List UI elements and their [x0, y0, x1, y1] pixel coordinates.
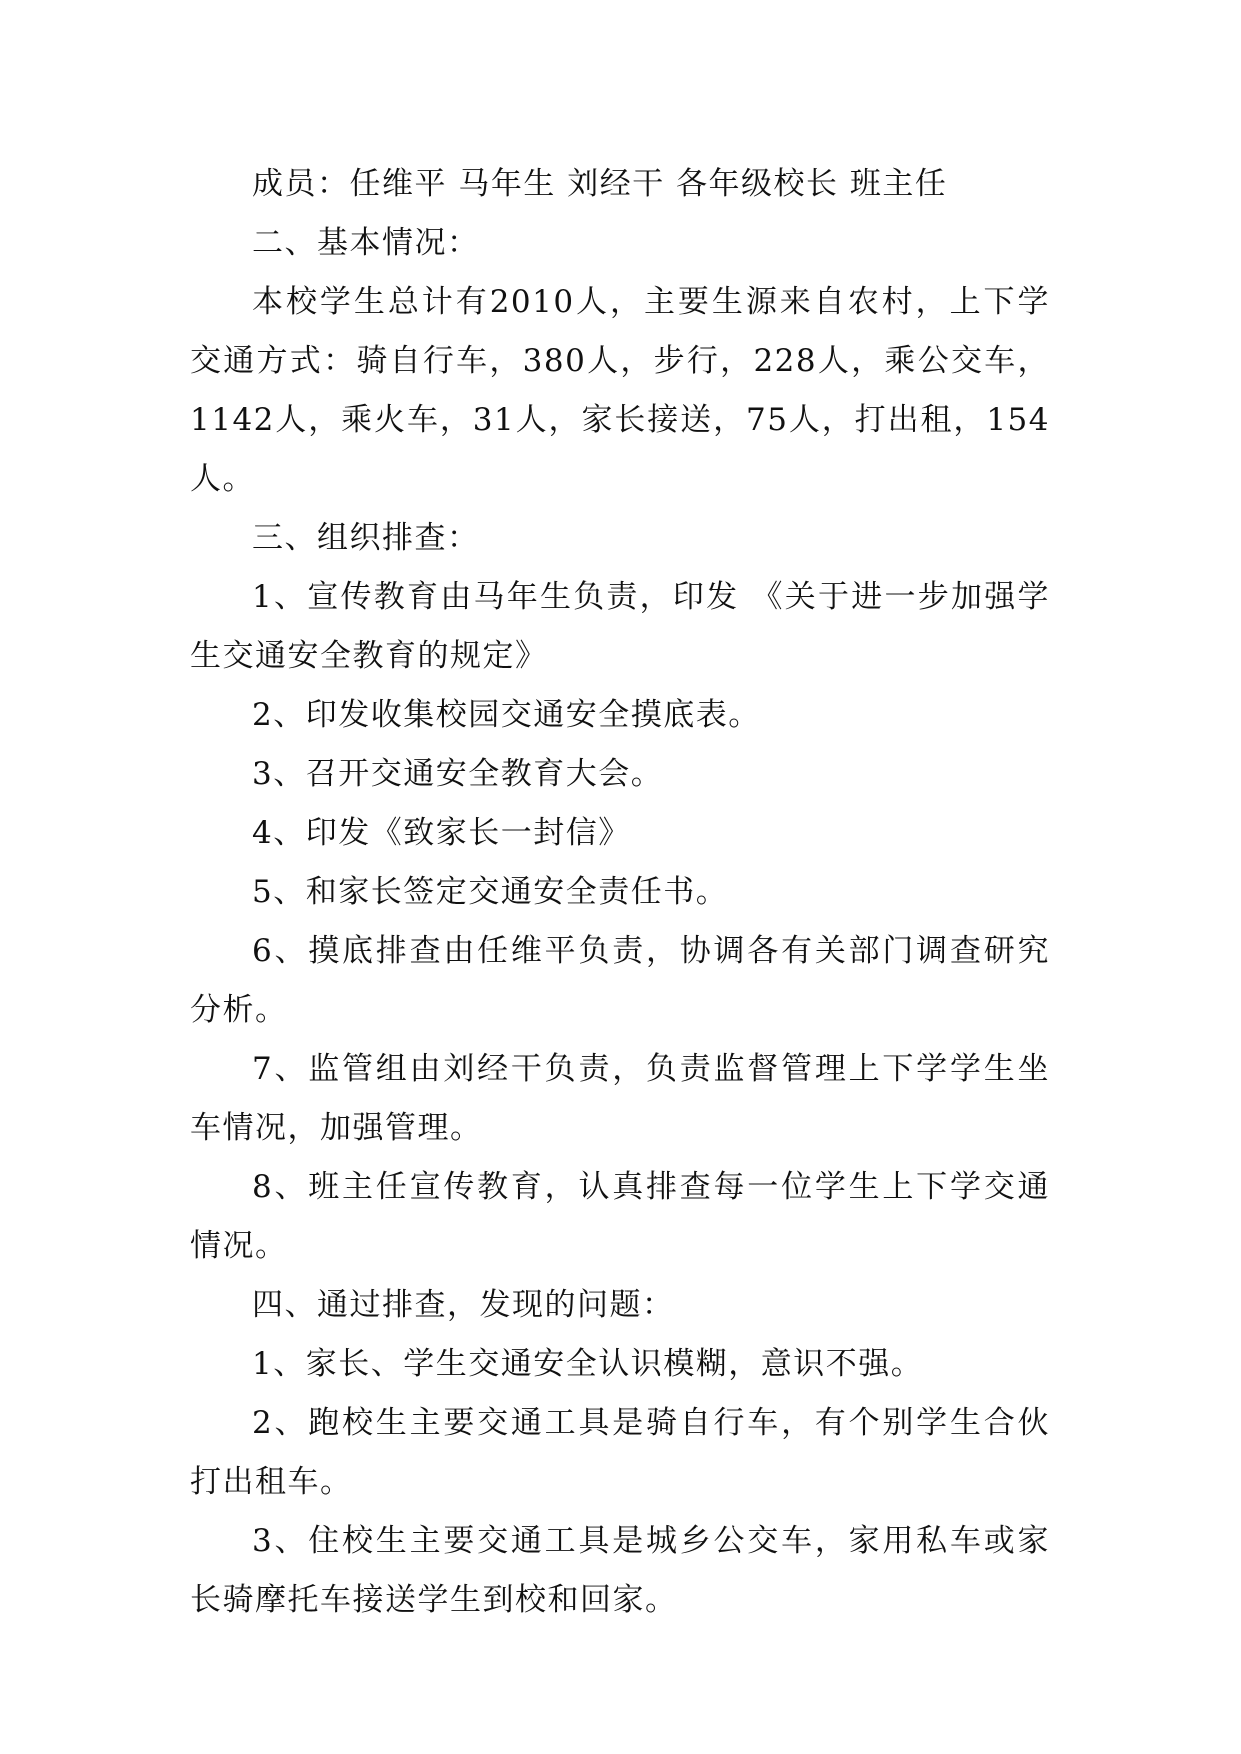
members-line: 成员：任维平 马年生 刘经干 各年级校长 班主任 [252, 166, 948, 202]
problem-item-2: 2、跑校生主要交通工具是骑自行车，有个别学生合伙打出租车。 [190, 1405, 1050, 1500]
inspection-item-3: 3、召开交通安全教育大会。 [252, 756, 664, 792]
problem-item-1: 1、家长、学生交通安全认识模糊，意识不强。 [252, 1346, 924, 1382]
inspection-item-8: 8、班主任宣传教育，认真排查每一位学生上下学交通情况。 [190, 1169, 1050, 1264]
section-heading-problems-found: 四、通过排查，发现的问题： [252, 1287, 675, 1323]
inspection-item-7: 7、监管组由刘经干负责，负责监督管理上下学学生坐车情况，加强管理。 [190, 1051, 1050, 1146]
student-transport-statistics: 本校学生总计有2010人，主要生源来自农村，上下学交通方式：骑自行车，380人，步行，228人，乘公交车，1142人，乘火车，31人，家长接送，75人，打出租，154人。 [190, 284, 1050, 497]
inspection-item-6: 6、摸底排查由任维平负责，协调各有关部门调查研究分析。 [190, 933, 1050, 1028]
inspection-item-2: 2、印发收集校园交通安全摸底表。 [252, 697, 761, 733]
problem-item-3: 3、住校生主要交通工具是城乡公交车，家用私车或家长骑摩托车接送学生到校和回家。 [190, 1523, 1050, 1618]
inspection-item-5: 5、和家长签定交通安全责任书。 [252, 874, 729, 910]
section-heading-organized-inspection: 三、组织排查： [252, 520, 480, 556]
inspection-item-1: 1、宣传教育由马年生负责，印发 《关于进一步加强学生交通安全教育的规定》 [190, 579, 1050, 674]
inspection-item-4: 4、印发《致家长一封信》 [252, 815, 631, 851]
document-body [190, 155, 1050, 1630]
section-heading-basic-situation: 二、基本情况： [252, 225, 480, 261]
